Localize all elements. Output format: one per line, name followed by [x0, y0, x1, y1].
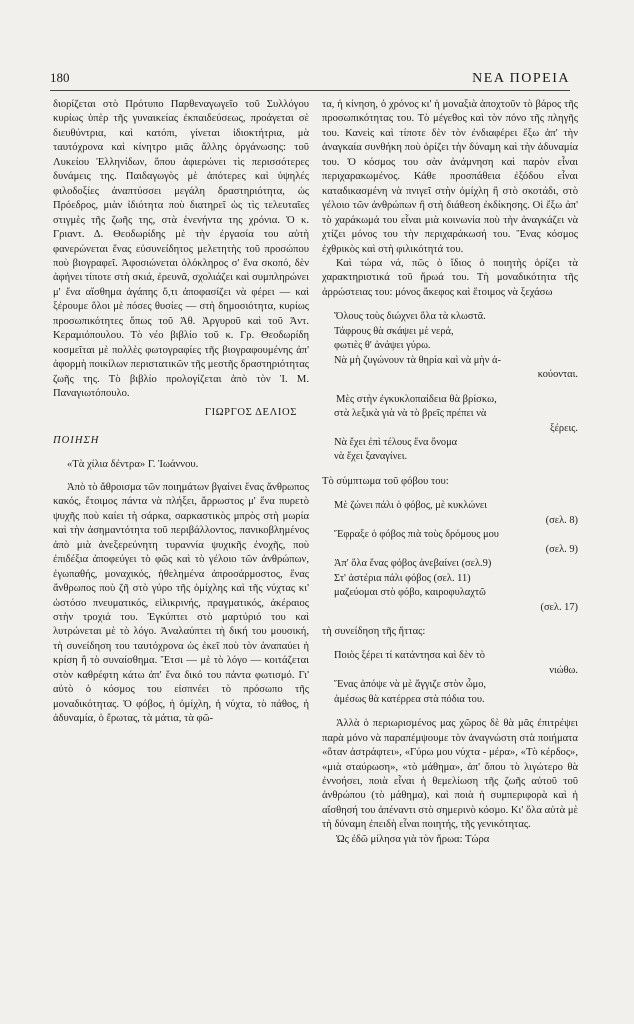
verse-line: Στ' ἀστέρια πάλι φόβος (σελ. 11) [334, 572, 471, 584]
page-header [50, 70, 570, 90]
verse-line: Ἔφραξε ὁ φόβος πιὰ τοὺς δρόμους μου [334, 529, 499, 541]
section-title: ΠΟΙΗΣΗ [53, 434, 100, 446]
verse-line: Μὲ ζώνει πάλι ὁ φόβος, μὲ κυκλώνει [334, 500, 488, 512]
paragraph-poet-defines: Καὶ τώρα νά, πῶς ὁ ἴδιος ὁ ποιητὴς ὁρίζει τὰ χαρακτηριστικά τοῦ ἥρωά του. Τὴ μοναδικότητα τῆς ἀρρώστειας του: μόνος ἄκεφος καὶ ἕτοιμος νὰ ξεχάσω [322, 257, 578, 298]
page-number: 180 [50, 70, 70, 85]
closing-paragraph: Ἀλλὰ ὁ περιωρισμένος μας χῶρος δὲ θὰ μᾶς ἐπιτρέψει παρὰ μόνο νὰ παραπέμψουμε τὸν ἀναγνώστη στὰ ποιήματα «ὅταν ἀστράφτει», «Γύρω μου νύχτα - μέρα», «Τὸ κέρδος», «μιὰ σταύρωση», «τὸ μάθημα», ἀπ' ὅπου τὸ λιγώτερο θὰ ἐννοήσει, ποιὰ εἶναι ἡ θεμελίωση τῆς ζωῆς αὐτοῦ τοῦ ἀνθρώπου (τὸ μάθημα), καὶ ποιὰ ἡ συμπεριφορὰ καὶ ἡ αἴσθησή του ἀπέναντι στὸ σημερινὸ κόσμο. Κι' ὅλα αὐτὰ μὲ τὴ δύναμη ἐπειδὴ εἶναι ποιητής, τῆς γενικότητας. [322, 718, 578, 831]
verse-quote-3 [334, 499, 578, 615]
verse-line: Νὰ μὴ ζυγώνουν τὰ θηρία καὶ νὰ μὴν ἀ- [334, 354, 501, 366]
verse-line: φωτιὲς θ' ἀνάψει γύρω. [334, 340, 431, 352]
right-column [322, 98, 578, 1003]
author-signature: ΓΙΩΡΓΟΣ ΔΕΛΙΟΣ [204, 406, 297, 418]
verse-quote-4 [334, 649, 578, 707]
verse-page-ref: (σελ. 17) [540, 601, 578, 613]
verse-quote-2 [334, 407, 578, 465]
verse-page-ref: (σελ. 8) [545, 514, 578, 526]
verse-line: ξέρεις. [549, 422, 578, 434]
verse-line: Τάφρους θὰ σκάψει μὲ νερά, [334, 325, 454, 337]
fear-symptom-intro: Τὸ σύμπτωμα τοῦ φόβου του: [322, 475, 449, 487]
verse-line: μαζεύομαι στὸ φόβο, καιροφυλαχτῶ [334, 587, 486, 599]
verse-line: ἀμέσως θὰ κατέρρεα στὰ πόδια του. [334, 693, 485, 705]
verse-line: Ὅλους τοὺς διώχνει ὅλα τὰ κλωστᾶ. [334, 311, 486, 323]
verse-line: στὰ λεξικὰ γιὰ νὰ τὸ βρεῖς πρέπει νὰ [334, 408, 487, 420]
verse-page-ref: (σελ. 9) [545, 543, 578, 555]
verse-line: Ποιὸς ξέρει τί κατάντησα καὶ δὲν τὸ [334, 650, 485, 662]
verse-line: Ἀπ' ὅλα ἕνας φόβος ἀνεβαίνει (σελ.9) [334, 558, 492, 570]
paragraph-continued: τα, ἡ κίνηση, ὁ χρόνος κι' ἡ μοναξιὰ ἀποχτοῦν τὸ βάρος τῆς προσωπικότητας του. Τὸ μέγεθος καὶ τὸν πόνο τῆς πληγῆς του. Κανεὶς καὶ τίποτε δὲν τὸν ἐνδιαφέρει ἔξω ἀπ' τὴν ἀναγκαία συνθήκη ποὺ ὁρίζει τὴν δύναμη καὶ τὴν ἀδυναμία του. Ὁ κόσμος του σὰν ἀνάμνηση καὶ παρὸν εἶναι περιχαρακωμένος. Κάθε προσπάθεια ἐξόδου εἶναι καταδικασμένη νὰ πνιγεῖ στὴν ὀμίχλη ἢ στὸ σκοτάδι, στὸ γέλοιο τῶν ἀνθρώπων ἢ στὴ διάθεση ἐκδίκησης. Οἱ ἔξω ἀπ' τὸ χαράκωμά του εἶναι μιὰ κοινωνία ποὺ τὴν ἀναγκάζει νὰ χτίζει μόνος του τὴν περιχαράκωσή του. Ἕνας κόσμος ἐχθρικὸς καὶ στὴ φιλικότητά του. [322, 99, 578, 255]
header-rule [50, 90, 570, 91]
final-line: Ὡς ἐδῶ μίλησα γιὰ τὸν ἥρωα: Τώρα [336, 833, 490, 845]
verse-line: νιώθω. [549, 664, 578, 676]
book-reference: «Τὰ χίλια δέντρα» Γ. Ἰωάννου. [67, 459, 199, 471]
left-column [53, 98, 309, 1003]
review-paragraph: διορίζεται στὸ Πρότυπο Παρθεναγωγεῖο τοῦ Συλλόγου κυρίως ὑπὲρ τῆς γυναικείας ἐκπαιδεύσεως, προάγεται σὲ διευθύντρια, καὶ κατόπι, γίνεται ἰδιοκτήτρια, μὰ ταυτόχρονα καὶ κίνητρο μιᾶς ἄλλης ὀργάνωσης: τοῦ Λυκείου Ἑλληνίδων, ὅπου ἀφιερώνει τὶς περισσότερες δυνάμεις της. Παιδαγωγὸς μὲ ἀπότερες καὶ ὑψηλές φιλοδοξίες ἀναπτύσσει μεγάλη δραστηριότητα, ὡς Πρόεδρος, μιὰν ἰδιότητα ποὺ διατηρεῖ ὡς τὶς τελευταῖες στιγμὲς τῆς ζωῆς της, στὰ ἑνενήντα της χρόνια. Ὁ κ. Γριαντ. Δ. Θεοδωρίδης μὲ τὴν ἐργασία του αὐτὴ φανερώνεται ἕνας εὐσυνείδητος μελετητὴς τοῦ προσώπου ποὺ βιογραφεῖ. Ἀφοσιώνεται ὁλόκληρος σ' ἕνα σκοπό, δὲν ἀφήνει τίποτε στὴ σκιά, ἐρευνᾶ, σχολιάζει καὶ συμπληρώνει μ' ἕνα αἴσθημα ἀγάπης ὅ,τι ἀποφασίζει νὰ φέρει — καὶ ξέρουμε ὅλοι μὲ πόσες θυσίες — στὴ δημοσιότητα, κυρίως προσωπικότητες ὅπως τοῦ Ἀθ. Ἀργυροῦ καὶ τοῦ Ἀντ. Κεραμιόπουλου. Τὸ νέο βιβλίο τοῦ κ. Γρ. Θεοδωρίδη κοσμεῖται μὲ πολλὲς φωτογραφίες τῆς βιογραφουμένης ἀπ' ἀφορμὴ ποικίλων περιστατικῶν τῆς μεστῆς δραστηριότητας ζωῆς της. Τὸ βιβλίο προλογίζεται ἀπὸ τὸν Ἰ. Μ. Παναγιωτόπουλο. [53, 99, 309, 400]
verse-line: Νὰ ἔχει ἐπὶ τέλους ἕνα ὄνομα [334, 436, 458, 448]
defeat-intro: τὴ συνείδηση τῆς ἥττας: [322, 625, 426, 637]
journal-title: ΝΕΑ ΠΟΡΕΙΑ [472, 71, 570, 86]
verse-line: κούονται. [537, 369, 578, 381]
verse-line: Ἕνας ἀπόψε νὰ μὲ ἄγγιζε στὸν ὦμο, [334, 679, 487, 691]
poetry-review-paragraph: Ἀπὸ τὸ ἄθροισμα τῶν ποιημάτων βγαίνει ἕνας ἄνθρωπος κακός, ἕτοιμος πάντα νὰ πλήξει, ἄρρωστος μ' ἕνα πυρετὸ ψυχῆς ποὺ καίει τὴ σάρκα, σαρκαστικὸς μπρὸς στὴ μωρία καὶ τὴν ἀσημαντότητα τοῦ περιβάλλοντος, πανικοβλημένος ἀπὸ μιὰ ἀνεξερεύνητη τυραννία ψυχικῆς ἐνοχῆς, ποὺ ἐπιδέξια ἀποφεύγει τὸ φῶς καὶ τὸ γέλοιο τῶν ἀνθρώπων, ἐγωπαθής, μοναχικός, ἠθελημένα ἀπροσάρμοστος, ἕνας ἄνθρωπος ποὺ ζῆ στὸ γύρο τῆς ὀμίχλης καὶ τῆς νύχτας κι' ὡστόσο πνευματικός, εἰλικρινής, πραγματικός, ἀκέραιος στὴν τροχιά του. Ἐγκύπτει στὸ μαρτύριό του καὶ λυτρώνεται μὲ τὸ λόγο. Ἀναλαύπτει τὴ δική του μουσική, τὴ συνείδηση του ταυτόχρονα ὡς ἐκεῖ ποὺ τὸν ἀναπαύει ἡ κρίση ἢ τὸ συναίσθημα. Ἔτσι — μὲ τὸ λόγο — κοιτάζεται στὸν καθρέφτη κάτω ἀπ' ἕνα δικό του πάντα φωτισμό. Γι' αὐτὸ ὁ κόσμος του εἰσπνέει τὸ πρόσωπο τῆς μοναδικότητας. Ὁ φόβος, ἡ ὀμίχλη, ἡ νύχτα, τὸ πάθος, ἡ ἀδυναμία, ὁ ἔρωτας, τὰ μάτια, τὰ φῶ- [53, 481, 309, 725]
verse-quote-1 [334, 310, 578, 382]
verse-intro-2: Μὲς στὴν ἐγκυκλοπαίδεια θὰ βρίσκω, [336, 393, 497, 405]
verse-line: νὰ ἔχει ξαναγίνει. [334, 451, 408, 463]
